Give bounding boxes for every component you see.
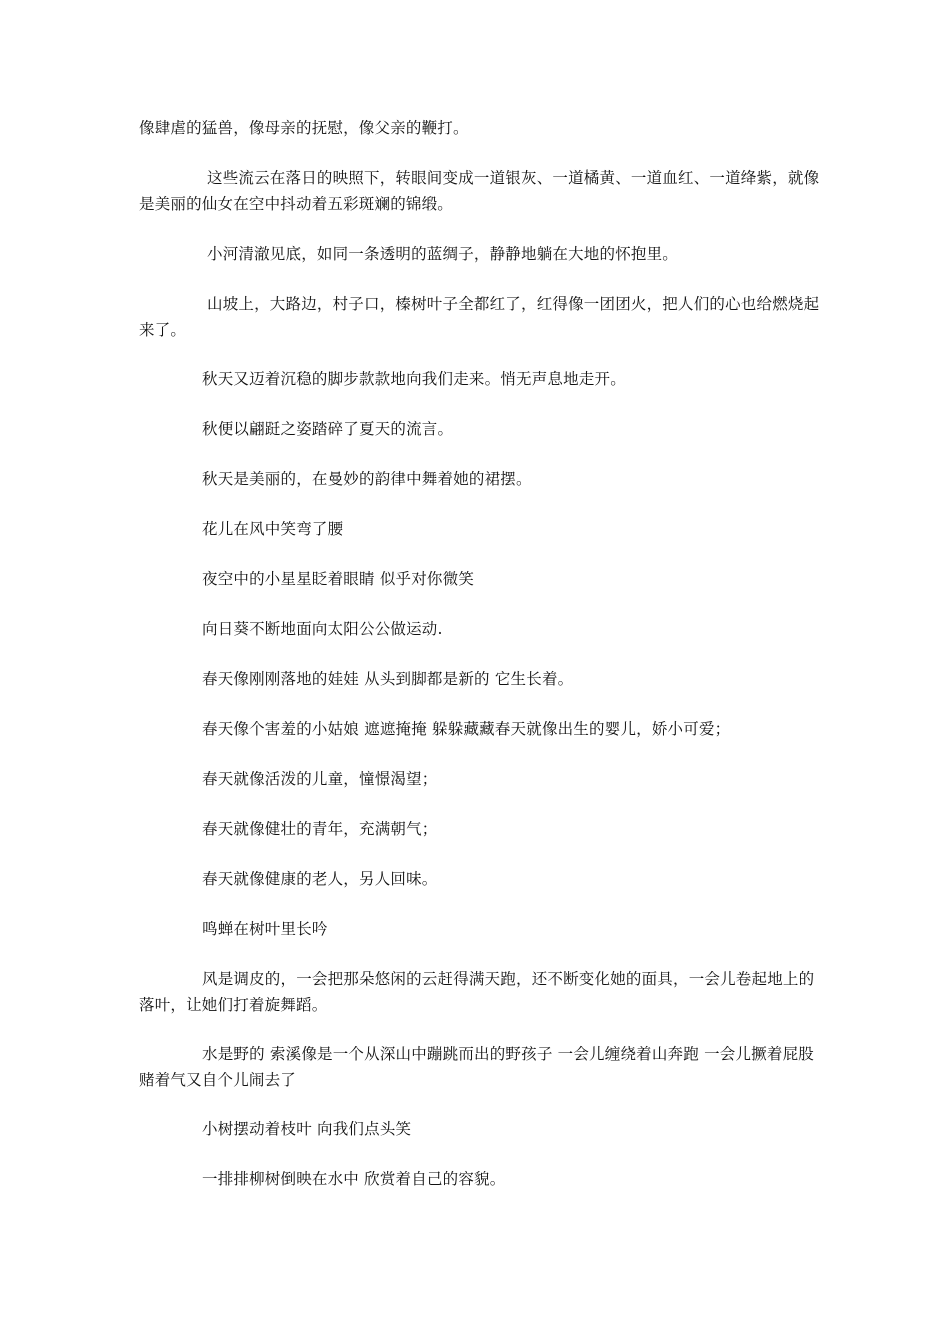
paragraph-20: 一排排柳树倒映在水中 欣赏着自己的容貌。 [202, 1170, 506, 1188]
paragraph-10: 向日葵不断地面向太阳公公做运动. [202, 620, 443, 638]
paragraph-14: 春天就像健壮的青年，充满朝气； [202, 820, 438, 838]
paragraph-16: 鸣蝉在树叶里长吟 [202, 920, 328, 938]
paragraph-19: 小树摆动着枝叶 向我们点头笑 [202, 1120, 412, 1138]
paragraph-5: 秋天又迈着沉稳的脚步款款地向我们走来。悄无声息地走开。 [202, 370, 626, 388]
paragraph-3: 小河清澈见底，如同一条透明的蓝绸子，静静地躺在大地的怀抱里。 [207, 245, 679, 263]
paragraph-13: 春天就像活泼的儿童，憧憬渴望； [202, 770, 438, 788]
paragraph-11: 春天像刚刚落地的娃娃 从头到脚都是新的 它生长着。 [202, 670, 574, 688]
paragraph-17: 风是调皮的，一会把那朵悠闲的云赶得满天跑，还不断变化她的面具，一会儿卷起地上的落叶，让她们打着旋舞蹈。 [139, 970, 815, 1014]
paragraph-18: 水是野的 索溪像是一个从深山中蹦跳而出的野孩子 一会儿缠绕着山奔跑 一会儿撅着屁股 赌着气又自个儿闹去了 [139, 1045, 814, 1089]
paragraph-7: 秋天是美丽的，在曼妙的韵律中舞着她的裙摆。 [202, 470, 532, 488]
paragraph-1: 像肆虐的猛兽，像母亲的抚慰，像父亲的鞭打。 [139, 119, 469, 137]
paragraph-8: 花儿在风中笑弯了腰 [202, 520, 344, 538]
paragraph-6: 秋便以翩跹之姿踏碎了夏天的流言。 [202, 420, 454, 438]
paragraph-12: 春天像个害羞的小姑娘 遮遮掩掩 躲躲藏藏春天就像出生的婴儿，娇小可爱； [202, 720, 731, 738]
paragraph-15: 春天就像健康的老人，另人回味。 [202, 870, 438, 888]
paragraph-9: 夜空中的小星星眨着眼睛 似乎对你微笑 [202, 570, 475, 588]
paragraph-4: 山坡上，大路边，村子口，榛树叶子全都红了，红得像一团团火，把人们的心也给燃烧起来了。 [139, 295, 820, 339]
paragraph-2: 这些流云在落日的映照下，转眼间变成一道银灰、一道橘黄、一道血红、一道绛紫，就像是美丽的仙女在空中抖动着五彩斑斓的锦缎。 [139, 169, 820, 213]
